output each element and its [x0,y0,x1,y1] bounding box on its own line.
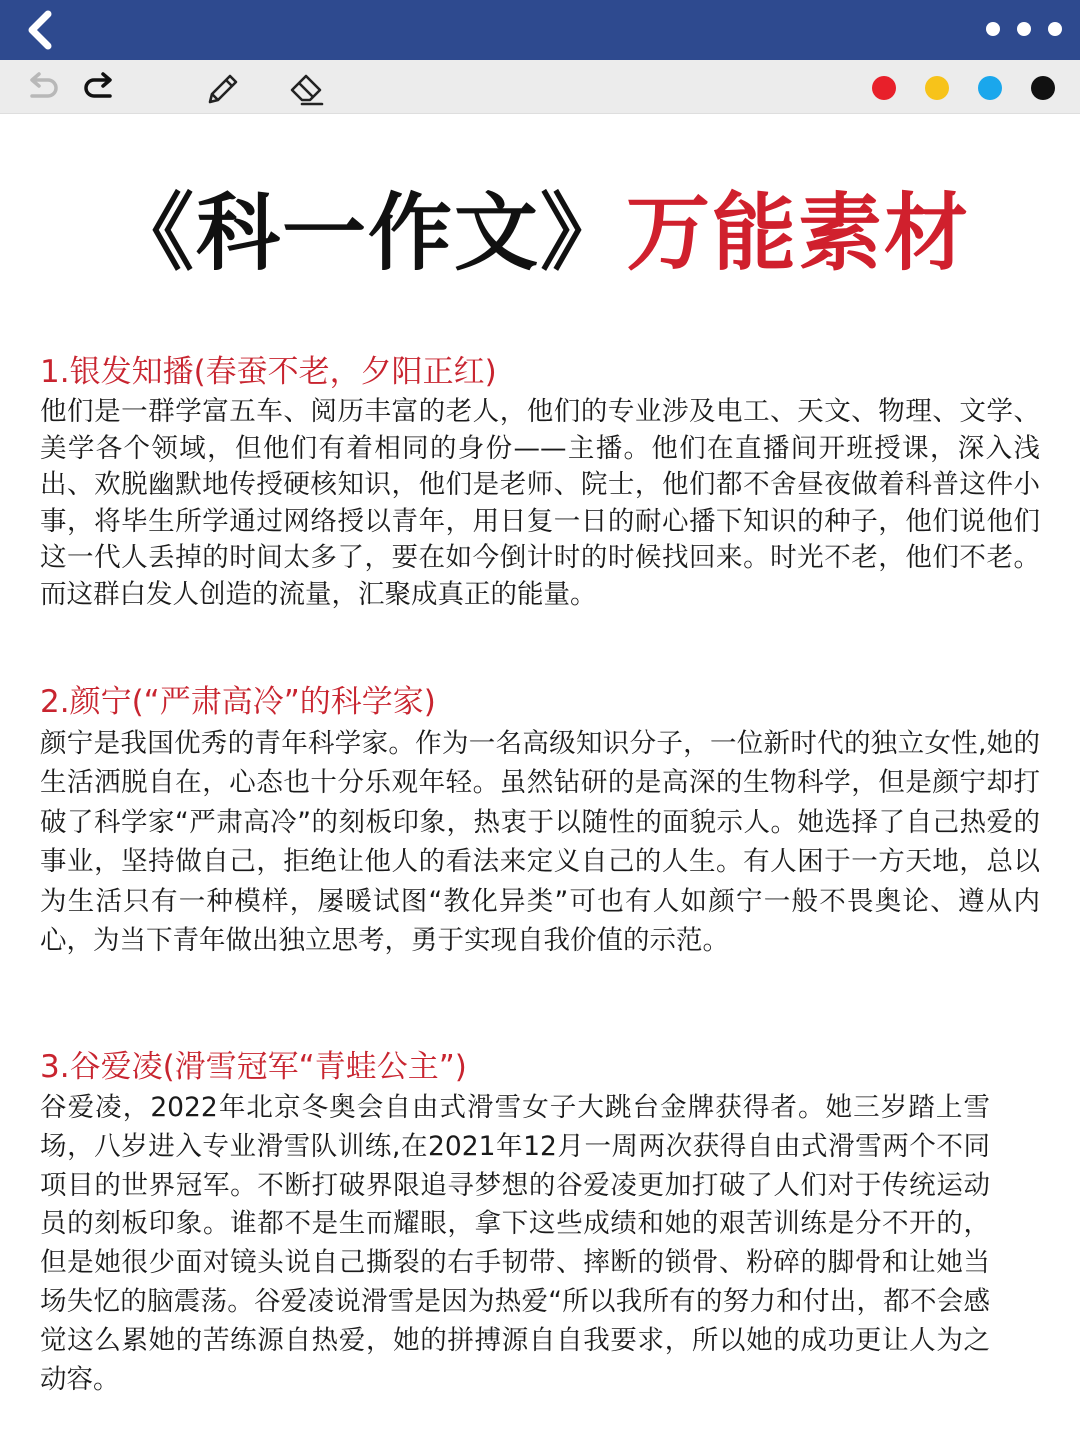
color-black-swatch[interactable] [1031,76,1055,100]
color-blue-swatch[interactable] [978,76,1002,100]
section-1 [40,352,1040,614]
section-body: 他们是一群学富五车、阅历丰富的老人，他们的专业涉及电工、天文、物理、文学、美学各个领域，但他们有着相同的身份——主播。他们在直播间开班授课，深入浅出、欢脱幽默地传授硬核知识，他们是老师、院士，他们都不舍昼夜做着科普这件小事，将毕生所学通过网络授以青年，用日复一日的耐心播下知识的种子，他们说他们这一代人丢掉的时间太多了，要在如今倒计时的时候找回来。时光不老，他们不老。而这群白发人创造的流量，汇聚成真正的能量。 [40,396,1040,610]
undo-button[interactable] [22,68,62,108]
section-heading: 3.谷爱凌(滑雪冠军“青蛙公主”) [40,1049,467,1085]
app-header [0,0,1080,60]
title-black-part: 《科一作文》 [109,184,626,282]
section-body: 谷爱凌，2022年北京冬奥会自由式滑雪女子大跳台金牌获得者。她三岁踏上雪场，八岁进入专业滑雪队训练,在2021年12月一周两次获得自由式滑雪两个不同项目的世界冠军。不断打破界限追寻梦想的谷爱凌更加打破了人们对于传统运动员的刻板印象。谁都不是生而耀眼，拿下这些成绩和她的艰苦训练是分不开的，但是她很少面对镜头说自己撕裂的右手韧带、摔断的锁骨、粉碎的脚骨和让她当场失忆的脑震荡。谷爱凌说滑雪是因为热爱“所以我所有的努力和付出，都不会感觉这么累她的苦练源自热爱，她的拼搏源自自我要求，所以她的成功更让人为之动容。 [40,1092,990,1395]
more-horizontal-icon [986,22,1000,36]
eraser-button[interactable] [286,68,326,108]
more-options-button[interactable] [986,14,1062,44]
pencil-button[interactable] [202,68,242,108]
color-red-swatch[interactable] [872,76,896,100]
chevron-left-icon [18,8,62,52]
section-2 [40,682,1040,960]
eraser-icon [286,68,326,108]
section-heading: 2.颜宁(“严肃高冷”的科学家) [40,684,436,720]
back-button[interactable] [18,8,62,52]
section-3 [40,1047,1040,1399]
section-heading: 1.银发知播(春蚕不老，夕阳正红) [40,354,497,390]
color-yellow-swatch[interactable] [925,76,949,100]
page-title [0,178,1080,288]
pencil-icon [202,68,242,108]
drawing-toolbar [0,60,1080,114]
title-red-part: 万能素材 [626,184,971,282]
redo-icon [80,68,120,108]
section-body: 颜宁是我国优秀的青年科学家。作为一名高级知识分子，一位新时代的独立女性,她的生活洒脱自在，心态也十分乐观年轻。虽然钻研的是高深的生物科学，但是颜宁却打破了科学家“严肃高冷”的刻板印象，热衷于以随性的面貌示人。她选择了自己热爱的事业，坚持做自己，拒绝让他人的看法来定义自己的人生。有人困于一方天地，总以为生活只有一种模样，屡暖试图“教化异类”可也有人如颜宁一般不畏奥论、遵从内心，为当下青年做出独立思考，勇于实现自我价值的示范。 [40,728,1040,957]
redo-button[interactable] [80,68,120,108]
undo-icon [22,68,62,108]
